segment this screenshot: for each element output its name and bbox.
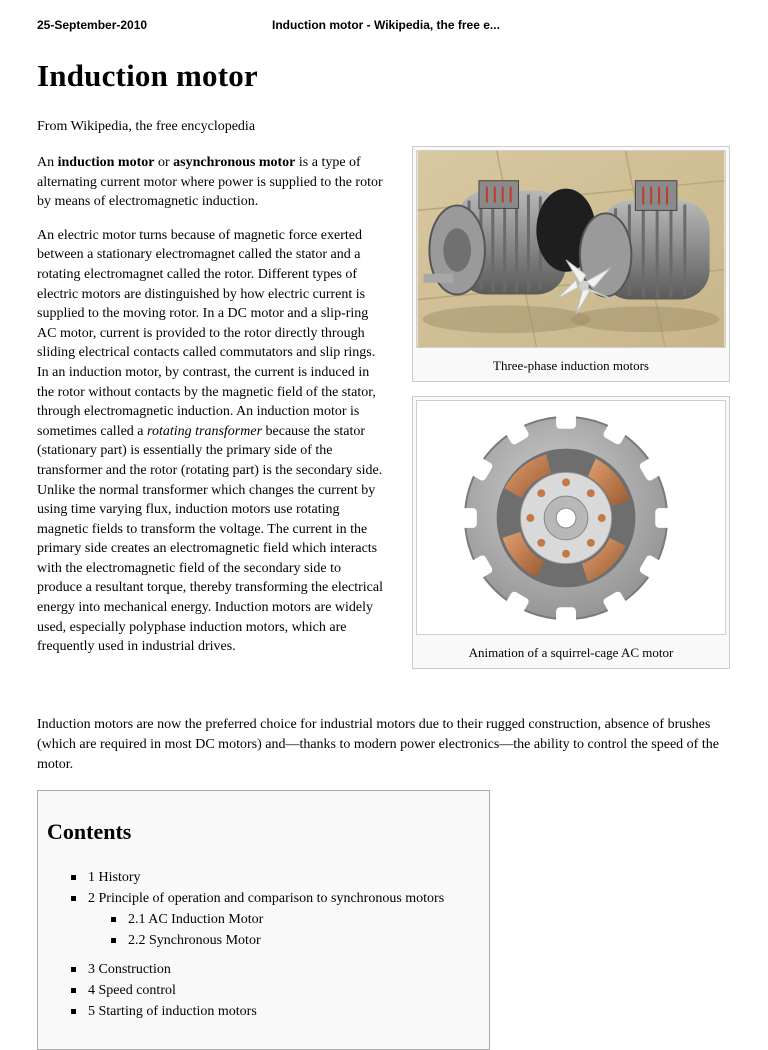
toc-item-principle-of-operation[interactable]: 2 Principle of operation and comparison to synchronous motors (68, 888, 444, 909)
motors-photo[interactable] (416, 150, 726, 348)
toc-list (68, 867, 444, 1022)
print-header (37, 18, 737, 36)
paragraph-2: An electric motor turns because of magnetic force exerted between a stationary electromagnet called the stator and a rotating electromagnet called the rotor. Different types of electric motors are distinguished by how electric current is supplied to the moving rotor. In a DC motor and a slip-ring AC motor, current is provided to the rotor directly through sliding electrical contacts called commutators and slip rings. In an induction motor, by contrast, the current is induced in the rotor without contacts by the magnetic field of the stator, through electromagnetic induction. An induction motor is sometimes called a rotating transformer because the stator (stationary part) is essentially the primary side of the transformer and the rotor (rotating part) is the secondary side. Unlike the normal transformer which changes the current by using time varying flux, induction motors use rotating magnetic fields to transform the voltage. The current in the primary side creates an electromagnetic field which interacts with the electromagnetic field of the secondary side to produce a resultant torque, thereby transforming the electrical energy into mechanical energy. Induction motors are widely used, especially polyphase induction motors, which are frequently used in industrial drives. (37, 227, 383, 655)
toc-sublist-wrapper (68, 909, 444, 951)
toc-sublist (108, 909, 444, 951)
squirrel-cage-motor-image[interactable] (416, 400, 726, 635)
toc-item-synchronous-motor[interactable]: 2.2 Synchronous Motor (108, 930, 444, 951)
toc-item-speed-control[interactable]: 4 Speed control (68, 980, 444, 1001)
article-intro (37, 153, 387, 671)
paragraph-1: An induction motor or asynchronous motor is a type of alternating current motor where power is supplied to the rotor by means of electromagnetic induction. (37, 155, 383, 210)
toc-item-history[interactable]: 1 History (68, 867, 444, 888)
term-asynchronous-motor: asynchronous motor (173, 155, 296, 170)
article-title: Induction motor (37, 58, 258, 93)
print-date: 25-September-2010 (37, 18, 148, 32)
figure-squirrel-cage-animation (412, 396, 730, 669)
toc-item-ac-induction-motor[interactable]: 2.1 AC Induction Motor (108, 909, 444, 930)
toc-item-construction[interactable]: 3 Construction (68, 959, 444, 980)
article-source-line: From Wikipedia, the free encyclopedia (37, 119, 256, 134)
figure-caption-1: Three-phase induction motors (493, 358, 649, 373)
toc-item-starting[interactable]: 5 Starting of induction motors (68, 1001, 444, 1022)
print-page-title: Induction motor - Wikipedia, the free e... (272, 18, 500, 32)
term-induction-motor: induction motor (57, 155, 155, 170)
toc-heading: Contents (47, 819, 132, 844)
figure-three-phase-motors (412, 146, 730, 382)
paragraph-3: Induction motors are now the preferred choice for industrial motors due to their rugged construction, absence of brushes (which are required in most DC motors) and—thanks to modern power electronics—the ability to control the speed of the motor. (37, 717, 719, 772)
table-of-contents (37, 790, 490, 1050)
figure-caption-2: Animation of a squirrel-cage AC motor (468, 645, 674, 660)
term-rotating-transformer: rotating transformer (147, 423, 263, 439)
